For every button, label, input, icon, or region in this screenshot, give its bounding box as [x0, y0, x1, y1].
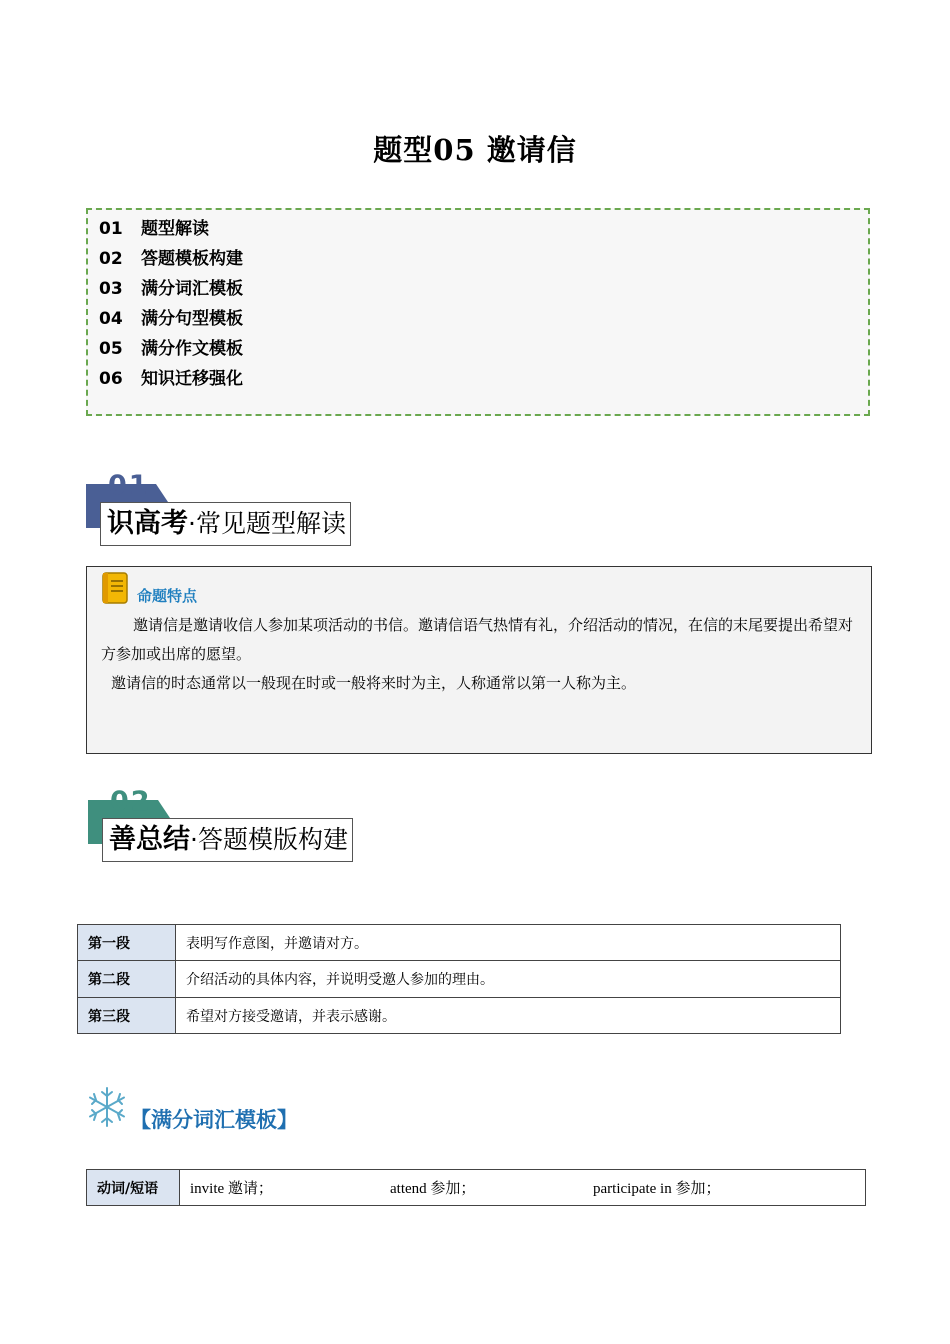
toc-item: [99, 276, 243, 302]
vocab-section-title: 【满分词汇模板】: [130, 1108, 298, 1132]
toc-label: 答题模板构建: [141, 249, 243, 269]
toc-item: [99, 336, 243, 362]
section-number: 01: [108, 470, 150, 501]
section-label: [102, 818, 353, 862]
toc-label: 满分句型模板: [141, 309, 243, 329]
table-cell-content: 表明写作意图，并邀请对方。: [176, 925, 841, 961]
table-row: [78, 998, 841, 1034]
toc-item: [99, 246, 243, 272]
table-cell-para: 第三段: [78, 998, 176, 1034]
toc-item: [99, 216, 209, 242]
toc-number: 03: [99, 279, 123, 299]
section-banner-02: [88, 786, 358, 866]
vocab-item: invite 邀请；: [190, 1181, 273, 1197]
toc-label: 题型解读: [141, 219, 209, 239]
feature-paragraph-2: 邀请信的时态通常以一般现在时或一般将来时为主，人称通常以第一人称为主。: [111, 674, 637, 692]
vocab-table-head: 动词/短语: [87, 1170, 180, 1206]
vocab-item: participate in 参加；: [593, 1181, 721, 1197]
section-banner-01: [86, 470, 356, 550]
table-cell-content: 希望对方接受邀请，并表示感谢。: [176, 998, 841, 1034]
toc-label: 满分作文模板: [141, 339, 243, 359]
table-cell-para: 第一段: [78, 925, 176, 961]
table-cell-content: 介绍活动的具体内容，并说明受邀人参加的理由。: [176, 961, 841, 998]
toc-number: 01: [99, 219, 123, 239]
toc-label: 知识迁移强化: [141, 369, 243, 389]
feature-heading: 命题特点: [137, 587, 198, 605]
table-row: [87, 1170, 866, 1206]
toc-number: 05: [99, 339, 123, 359]
toc-item: [99, 306, 243, 332]
section-label: [100, 502, 351, 546]
page-title: 题型05 邀请信: [373, 133, 577, 167]
toc-number: 02: [99, 249, 123, 269]
feature-box: [86, 566, 872, 754]
section-label-main: 善总结: [109, 824, 190, 855]
table-cell-para: 第二段: [78, 961, 176, 998]
section-label-main: 识高考: [107, 508, 188, 539]
vocab-table-content: [180, 1170, 866, 1206]
feature-paragraph-1: 邀请信是邀请收信人参加某项活动的书信。邀请信语气热情有礼，介绍活动的情况，在信的末尾要提出希望对方参加或出席的愿望。: [101, 616, 854, 663]
snowflake-icon: [86, 1086, 128, 1128]
table-row: [78, 961, 841, 998]
section-label-sub: ·答题模版构建: [190, 825, 348, 854]
table-of-contents: [86, 208, 870, 416]
toc-label: 满分词汇模板: [141, 279, 243, 299]
section-number: 02: [110, 786, 152, 817]
table-row: [78, 925, 841, 961]
toc-item: [99, 366, 243, 392]
notebook-icon: [99, 571, 131, 605]
structure-table: [77, 924, 841, 1034]
vocab-table: [86, 1169, 866, 1206]
section-label-sub: ·常见题型解读: [188, 509, 346, 538]
toc-number: 04: [99, 309, 123, 329]
toc-number: 06: [99, 369, 123, 389]
vocab-item: attend 参加；: [390, 1181, 476, 1197]
